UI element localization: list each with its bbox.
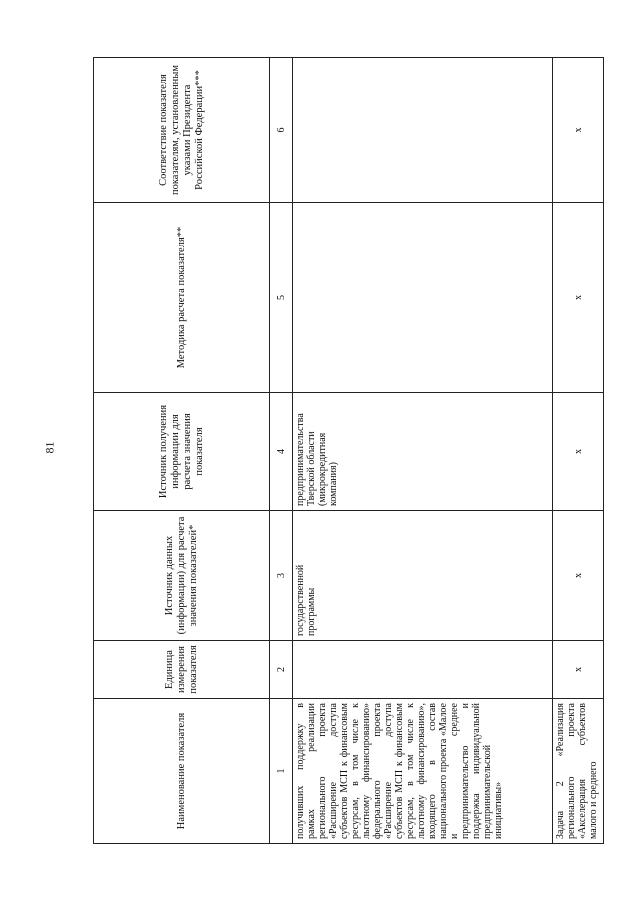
rotated-page-content bbox=[93, 58, 599, 844]
column-number: 4 bbox=[270, 393, 293, 511]
info-source-cell: предпринимательства Тверской области (микрокредитная компания) bbox=[293, 393, 553, 511]
page-number: 81 bbox=[42, 441, 57, 454]
header-calc-method: Методика расчета показателя** bbox=[94, 203, 270, 393]
header-unit: Единица измерения показателя bbox=[94, 641, 270, 699]
column-number: 1 bbox=[270, 699, 293, 844]
header-info-source: Источник получения информации для расчета значения показателя bbox=[94, 393, 270, 511]
column-number: 5 bbox=[270, 203, 293, 393]
compliance-cell: x bbox=[553, 58, 604, 203]
column-number: 3 bbox=[270, 511, 293, 641]
indicators-table bbox=[93, 57, 604, 844]
indicator-name-cell: получивших поддержку в рамках реализации регионального проекта «Расширение доступа субъектов МСП к финансовым ресурсам, в том числе к льготному финансированию» федерального проекта «Расширение доступа субъектов МСП к финансовым ресурсам, в том числе к льготному финансированию», входящего в состав национального проекта «Малое и среднее предпринимательство и поддержка индивидуальной предпринимательской инициативы» bbox=[293, 699, 553, 844]
data-source-cell: государственной программы bbox=[293, 511, 553, 641]
indicator-name-cell: Задача 2 «Реализация регионального проекта «Акселерация субъектов малого и среднего bbox=[553, 699, 604, 844]
table-row bbox=[293, 58, 553, 844]
column-number: 6 bbox=[270, 58, 293, 203]
calc-method-cell bbox=[293, 203, 553, 393]
header-data-source: Источник данных (информации) для расчета значения показателей* bbox=[94, 511, 270, 641]
unit-cell bbox=[293, 641, 553, 699]
column-number-row bbox=[270, 58, 293, 844]
data-source-cell: x bbox=[553, 511, 604, 641]
calc-method-cell: x bbox=[553, 203, 604, 393]
unit-cell: x bbox=[553, 641, 604, 699]
compliance-cell bbox=[293, 58, 553, 203]
table-header-row bbox=[94, 58, 270, 844]
column-number: 2 bbox=[270, 641, 293, 699]
info-source-cell: x bbox=[553, 393, 604, 511]
table-row bbox=[553, 58, 604, 844]
header-indicator-name: Наименование показателя bbox=[94, 699, 270, 844]
header-presidential-compliance: Соответствие показателя показателям, установленным указами Президента Российской Федерации*** bbox=[94, 58, 270, 203]
